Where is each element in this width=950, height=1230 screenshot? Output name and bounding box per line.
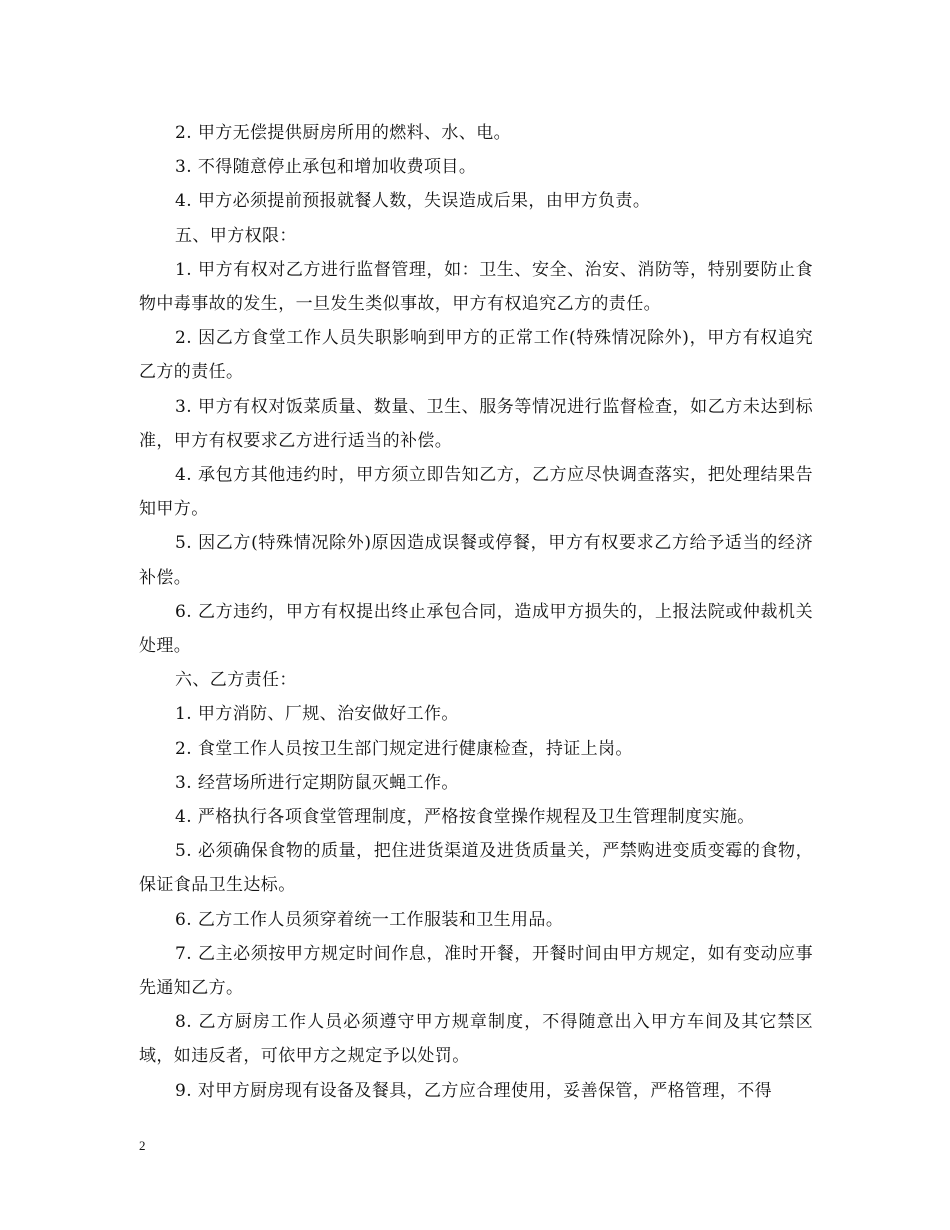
paragraph: 6. 乙方工作人员须穿着统一工作服装和卫生用品。 (175, 909, 564, 930)
paragraph: 1. 甲方消防、厂规、治安做好工作。 (175, 704, 459, 725)
paragraph: 4. 严格执行各项食堂管理制度，严格按食堂操作规程及卫生管理制度实施。 (175, 807, 755, 828)
paragraph: 3. 经营场所进行定期防鼠灭蝇工作。 (175, 772, 459, 793)
paragraph: 8. 乙方厨房工作人员必须遵守甲方规章制度，不得随意出入甲方车间及其它禁区域，如违反者，可依甲方之规定予以处罚。 (139, 1012, 813, 1067)
section-heading: 五、甲方权限： (175, 225, 297, 246)
paragraph: 2. 因乙方食堂工作人员失职影响到甲方的正常工作(特殊情况除外)，甲方有权追究乙方的责任。 (139, 328, 813, 383)
paragraph: 9. 对甲方厨房现有设备及餐具，乙方应合理使用，妥善保管，严格管理，不得 (175, 1080, 773, 1101)
paragraph: 2. 甲方无偿提供厨房所用的燃料、水、电。 (175, 123, 512, 143)
paragraph: 3. 不得随意停止承包和增加收费项目。 (175, 157, 477, 178)
paragraph: 3. 甲方有权对饭菜质量、数量、卫生、服务等情况进行监督检查，如乙方未达到标准，甲方有权要求乙方进行适当的补偿。 (139, 396, 813, 451)
section-heading: 六、乙方责任： (175, 670, 297, 691)
paragraph: 5. 必须确保食物的质量，把住进货渠道及进货质量关，严禁购进变质变霉的食物，保证食品卫生达标。 (139, 841, 813, 896)
document-body (139, 116, 813, 1108)
paragraph: 7. 乙主必须按甲方规定时间作息，准时开餐，开餐时间由甲方规定，如有变动应事先通知乙方。 (139, 943, 813, 999)
paragraph: 2. 食堂工作人员按卫生部门规定进行健康检查，持证上岗。 (175, 738, 633, 759)
paragraph: 4. 承包方其他违约时，甲方须立即告知乙方，乙方应尽快调查落实，把处理结果告知甲方。 (139, 465, 813, 520)
paragraph: 1. 甲方有权对乙方进行监督管理，如：卫生、安全、治安、消防等，特别要防止食物中毒事故的发生，一旦发生类似事故，甲方有权追究乙方的责任。 (139, 259, 813, 315)
paragraph: 5. 因乙方(特殊情况除外)原因造成误餐或停餐，甲方有权要求乙方给予适当的经济补偿。 (139, 533, 813, 588)
paragraph: 6. 乙方违约，甲方有权提出终止承包合同，造成甲方损失的，上报法院或仲裁机关处理。 (139, 601, 813, 657)
page-number: 2 (139, 1138, 146, 1153)
paragraph: 4. 甲方必须提前预报就餐人数，失误造成后果，由甲方负责。 (175, 191, 651, 212)
